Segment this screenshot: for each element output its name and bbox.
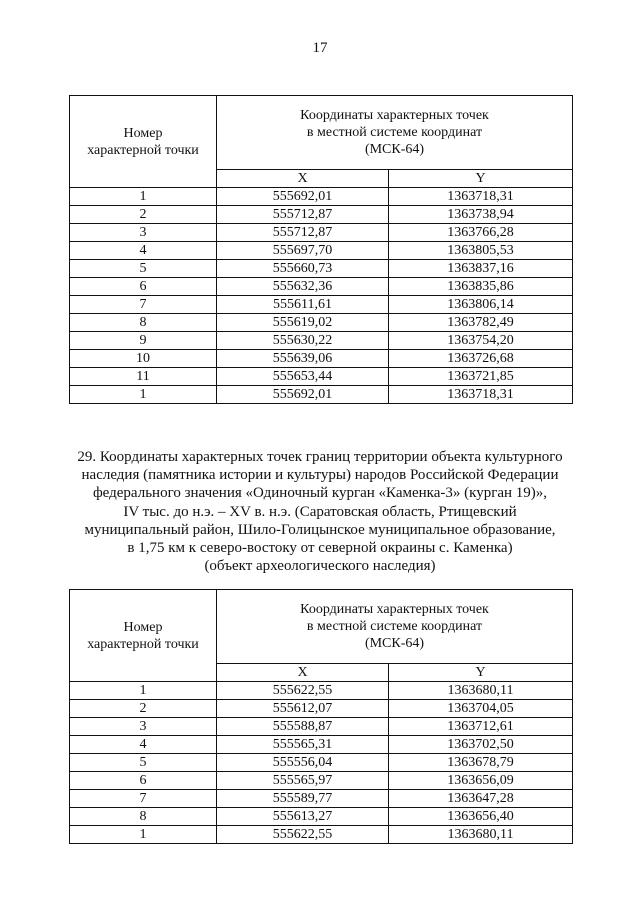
table-row (70, 808, 573, 826)
x-coordinate-cell: 555622,55 (217, 826, 389, 844)
table-row (70, 350, 573, 368)
y-coordinate-cell: 1363721,85 (389, 368, 573, 386)
header-x: X (217, 664, 389, 682)
page-number: 17 (312, 40, 328, 56)
y-coordinate-cell: 1363766,28 (389, 224, 573, 242)
point-number-cell: 1 (70, 826, 217, 844)
x-coordinate-cell: 555589,77 (217, 790, 389, 808)
y-coordinate-cell: 1363647,28 (389, 790, 573, 808)
x-coordinate-cell: 555632,36 (217, 278, 389, 296)
coordinates-table-2 (69, 589, 573, 844)
table-row (70, 332, 573, 350)
point-number-cell: 3 (70, 224, 217, 242)
point-number-cell: 7 (70, 790, 217, 808)
coordinates-table-1 (69, 95, 573, 404)
point-number-cell: 9 (70, 332, 217, 350)
x-coordinate-cell: 555565,97 (217, 772, 389, 790)
x-coordinate-cell: 555612,07 (217, 700, 389, 718)
point-number-cell: 5 (70, 260, 217, 278)
table-row (70, 368, 573, 386)
y-coordinate-cell: 1363782,49 (389, 314, 573, 332)
point-number-cell: 6 (70, 278, 217, 296)
table-row (70, 682, 573, 700)
y-coordinate-cell: 1363754,20 (389, 332, 573, 350)
paragraph-line: IV тыс. до н.э. – XV в. н.э. (Саратовская область, Ртищевский (123, 503, 517, 520)
y-coordinate-cell: 1363712,61 (389, 718, 573, 736)
point-number-cell: 8 (70, 314, 217, 332)
y-coordinate-cell: 1363738,94 (389, 206, 573, 224)
point-number-cell: 5 (70, 754, 217, 772)
x-coordinate-cell: 555622,55 (217, 682, 389, 700)
x-coordinate-cell: 555611,61 (217, 296, 389, 314)
y-coordinate-cell: 1363702,50 (389, 736, 573, 754)
header-y: Y (389, 170, 573, 188)
y-coordinate-cell: 1363806,14 (389, 296, 573, 314)
y-coordinate-cell: 1363726,68 (389, 350, 573, 368)
table-row (70, 754, 573, 772)
table-row (70, 242, 573, 260)
table-row (70, 224, 573, 242)
header-y: Y (389, 664, 573, 682)
x-coordinate-cell: 555712,87 (217, 224, 389, 242)
x-coordinate-cell: 555565,31 (217, 736, 389, 754)
table-row (70, 260, 573, 278)
point-number-cell: 2 (70, 700, 217, 718)
header-point-number: Номер характерной точки (70, 590, 217, 682)
table-row (70, 790, 573, 808)
point-number-cell: 1 (70, 188, 217, 206)
header-x: X (217, 170, 389, 188)
point-number-cell: 8 (70, 808, 217, 826)
table-row (70, 736, 573, 754)
y-coordinate-cell: 1363718,31 (389, 386, 573, 404)
table-row (70, 314, 573, 332)
x-coordinate-cell: 555639,06 (217, 350, 389, 368)
x-coordinate-cell: 555692,01 (217, 386, 389, 404)
point-number-cell: 4 (70, 242, 217, 260)
paragraph-line: 29. Координаты характерных точек границ территории объекта культурного (77, 449, 563, 465)
y-coordinate-cell: 1363718,31 (389, 188, 573, 206)
table-row (70, 772, 573, 790)
paragraph-line: в 1,75 км к северо-востоку от северной окраины с. Каменка) (127, 540, 513, 557)
y-coordinate-cell: 1363805,53 (389, 242, 573, 260)
y-coordinate-cell: 1363656,40 (389, 808, 573, 826)
header-coordinates: Координаты характерных точек в местной системе координат (МСК-64) (217, 96, 573, 170)
x-coordinate-cell: 555697,70 (217, 242, 389, 260)
point-number-cell: 2 (70, 206, 217, 224)
table-row (70, 206, 573, 224)
x-coordinate-cell: 555613,27 (217, 808, 389, 826)
table-row (70, 718, 573, 736)
paragraph-line: (объект археологического наследия) (204, 558, 436, 575)
header-coordinates: Координаты характерных точек в местной системе координат (МСК-64) (217, 590, 573, 664)
x-coordinate-cell: 555630,22 (217, 332, 389, 350)
x-coordinate-cell: 555653,44 (217, 368, 389, 386)
y-coordinate-cell: 1363656,09 (389, 772, 573, 790)
paragraph-line: наследия (памятника истории и культуры) народов Российской Федерации (81, 467, 559, 484)
table-row (70, 296, 573, 314)
table-row (70, 826, 573, 844)
y-coordinate-cell: 1363680,11 (389, 682, 573, 700)
table-row (70, 386, 573, 404)
point-number-cell: 7 (70, 296, 217, 314)
point-number-cell: 1 (70, 386, 217, 404)
section-29-paragraph (60, 448, 580, 575)
point-number-cell: 3 (70, 718, 217, 736)
point-number-cell: 6 (70, 772, 217, 790)
paragraph-line: муниципальный район, Шило-Голицынское муниципальное образование, (84, 521, 556, 538)
x-coordinate-cell: 555692,01 (217, 188, 389, 206)
x-coordinate-cell: 555556,04 (217, 754, 389, 772)
paragraph-line: федерального значения «Одиночный курган «Каменка-3» (курган 19)», (92, 485, 548, 502)
x-coordinate-cell: 555660,73 (217, 260, 389, 278)
x-coordinate-cell: 555588,87 (217, 718, 389, 736)
y-coordinate-cell: 1363837,16 (389, 260, 573, 278)
point-number-cell: 11 (70, 368, 217, 386)
y-coordinate-cell: 1363678,79 (389, 754, 573, 772)
y-coordinate-cell: 1363680,11 (389, 826, 573, 844)
y-coordinate-cell: 1363704,05 (389, 700, 573, 718)
x-coordinate-cell: 555712,87 (217, 206, 389, 224)
point-number-cell: 4 (70, 736, 217, 754)
table-row (70, 278, 573, 296)
point-number-cell: 1 (70, 682, 217, 700)
x-coordinate-cell: 555619,02 (217, 314, 389, 332)
y-coordinate-cell: 1363835,86 (389, 278, 573, 296)
point-number-cell: 10 (70, 350, 217, 368)
table-row (70, 188, 573, 206)
table-row (70, 700, 573, 718)
header-point-number: Номер характерной точки (70, 96, 217, 188)
